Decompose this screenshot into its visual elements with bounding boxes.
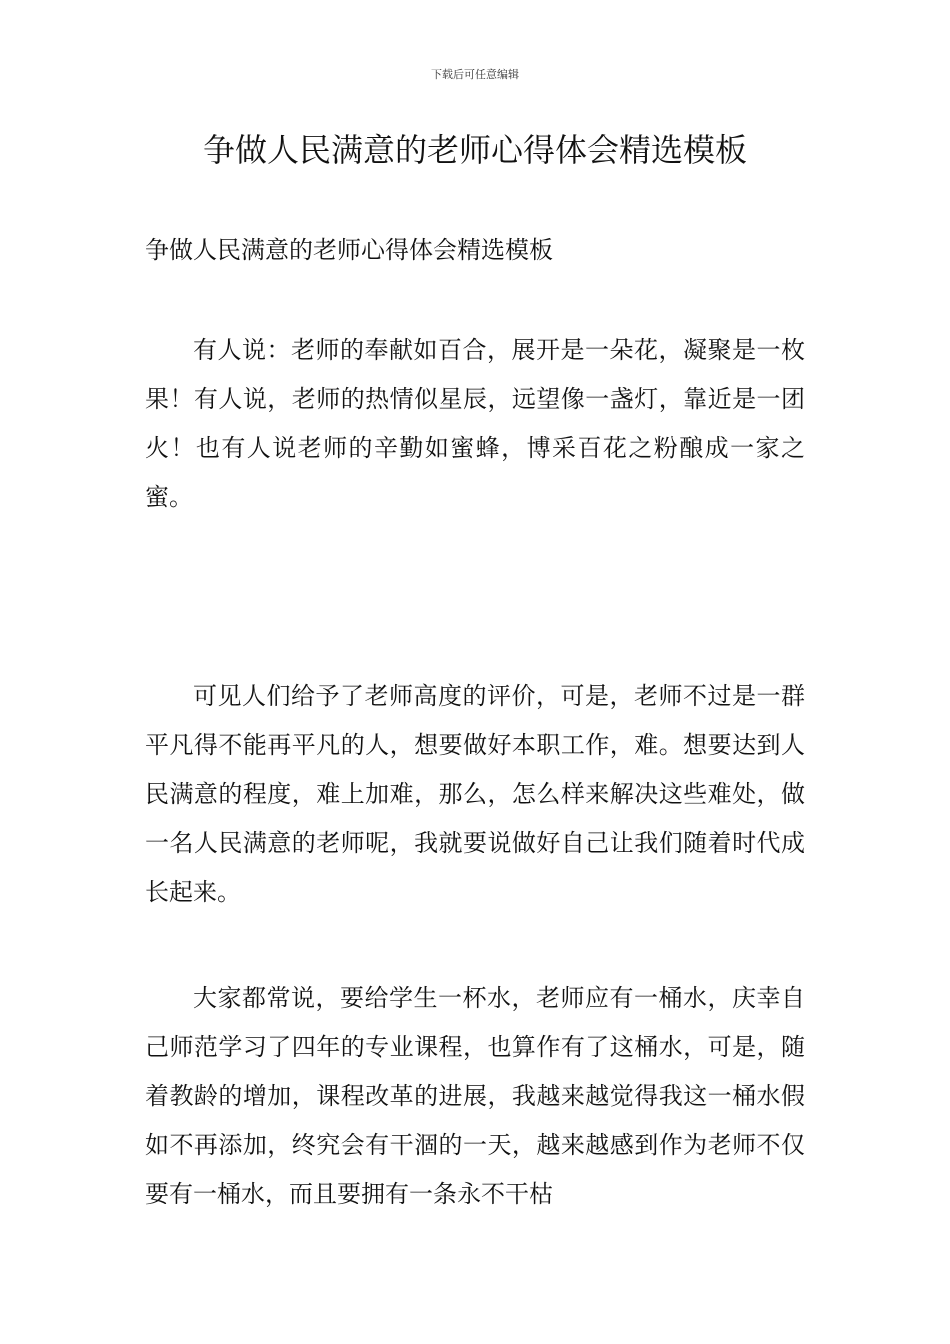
paragraph: 可见人们给予了老师高度的评价，可是，老师不过是一群平凡得不能再平凡的人，想要做好本职工作，难。想要达到人民满意的程度，难上加难，那么，怎么样来解决这些难处，做一名人民满意的老师呢，我就要说做好自己让我们随着时代成长起来。 [145, 682, 805, 906]
paragraph: 有人说：老师的奉献如百合，展开是一朵花，凝聚是一枚果！有人说，老师的热情似星辰，远望像一盏灯，靠近是一团火！也有人说老师的辛勤如蜜蜂，博采百花之粉酿成一家之蜜。 [145, 336, 805, 511]
paragraph: 大家都常说，要给学生一杯水，老师应有一桶水，庆幸自己师范学习了四年的专业课程，也算作有了这桶水，可是，随着教龄的增加，课程改革的进展，我越来越觉得我这一桶水假如不再添加，终究会有干涸的一天，越来越感到作为老师不仅要有一桶水，而且要拥有一条永不干枯 [145, 984, 805, 1208]
document-subtitle: 争做人民满意的老师心得体会精选模板 [145, 236, 553, 264]
document-title: 争做人民满意的老师心得体会精选模板 [202, 131, 747, 169]
header-note: 下载后可任意编辑 [431, 68, 519, 81]
